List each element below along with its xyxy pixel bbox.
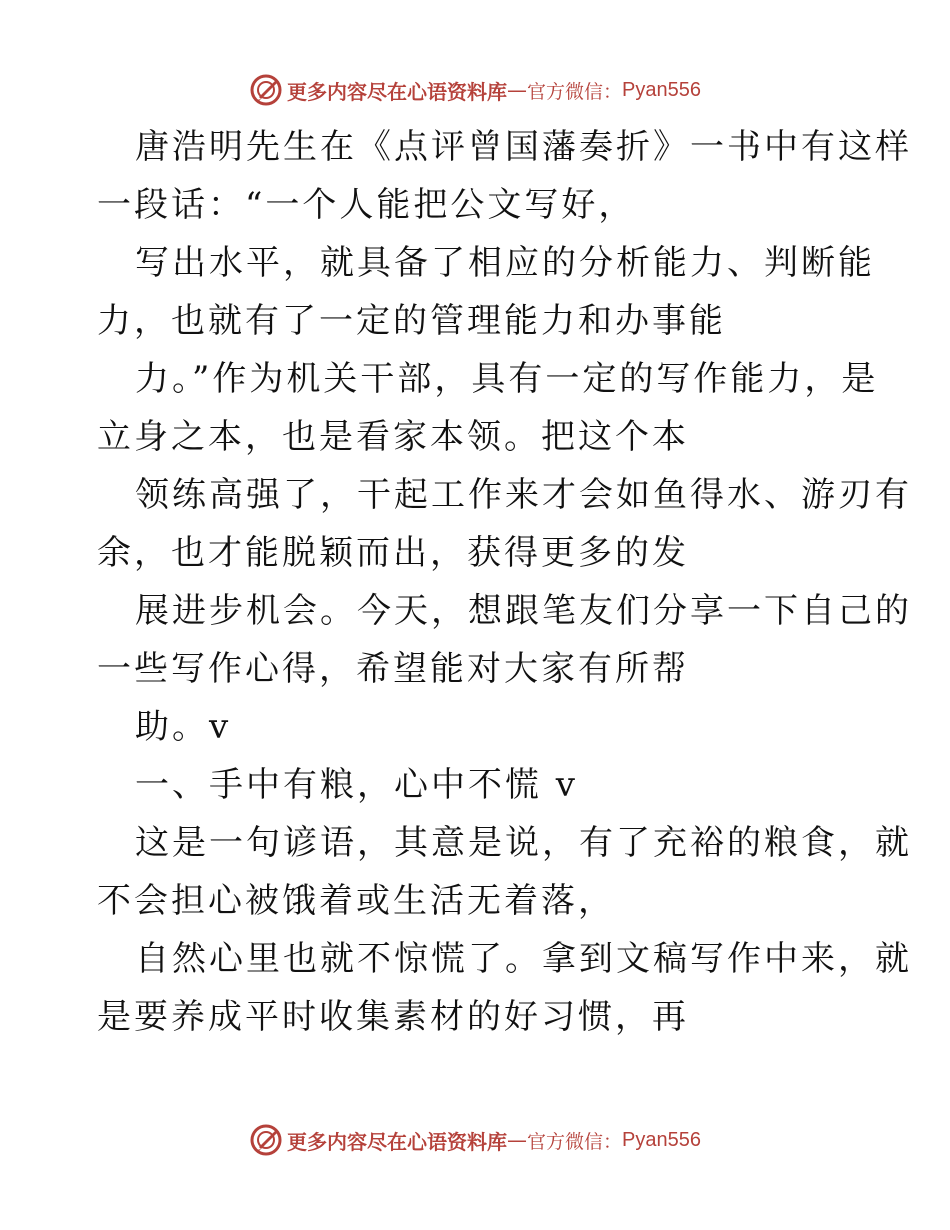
footer-official-label: 官方微信： (527, 1130, 623, 1153)
section-heading: 一、手中有粮，心中不慌 v (135, 765, 579, 805)
footer-brand-text: 更多内容尽在心语资料库 (287, 1129, 507, 1154)
header-dash: — (507, 78, 527, 102)
header-brand-text: 更多内容尽在心语资料库 (287, 79, 507, 104)
text-line: 不会担心被饿着或生活无着落， (97, 881, 615, 921)
text-line: 余，也才能脱颖而出，获得更多的发 (97, 533, 689, 573)
text-line: 这是一句谚语，其意是说，有了充裕的粮食，就 (135, 823, 912, 863)
footer-dash: — (507, 1128, 527, 1152)
text-line: 一些写作心得，希望能对大家有所帮 (97, 649, 689, 689)
footer-watermark-banner (0, 1120, 950, 1160)
header-watermark-banner (0, 70, 950, 110)
text-line: 自然心里也就不惊慌了。拿到文稿写作中来，就 (135, 939, 912, 979)
text-line: 领练高强了，干起工作来才会如鱼得水、游刃有 (135, 475, 912, 515)
brand-logo-icon (249, 73, 283, 107)
brand-logo-icon (249, 1123, 283, 1157)
text-line: 力。”作为机关干部，具有一定的写作能力，是 (135, 359, 879, 399)
text-line: 展进步机会。今天，想跟笔友们分享一下自己的 (135, 591, 912, 631)
header-wechat-id: Pyan556 (622, 78, 701, 101)
text-line: 立身之本，也是看家本领。把这个本 (97, 417, 689, 457)
text-line: 一段话：“一个人能把公文写好， (97, 185, 636, 225)
text-line: 是要养成平时收集素材的好习惯，再 (97, 997, 689, 1037)
body-text (97, 118, 912, 1046)
header-official-label: 官方微信： (527, 80, 623, 103)
text-line: 助。v (135, 707, 232, 747)
text-line: 写出水平，就具备了相应的分析能力、判断能 (135, 243, 875, 283)
text-line: 唐浩明先生在《点评曾国藩奏折》一书中有这样 (135, 127, 912, 167)
text-line: 力，也就有了一定的管理能力和办事能 (97, 301, 726, 341)
footer-wechat-id: Pyan556 (622, 1128, 701, 1151)
